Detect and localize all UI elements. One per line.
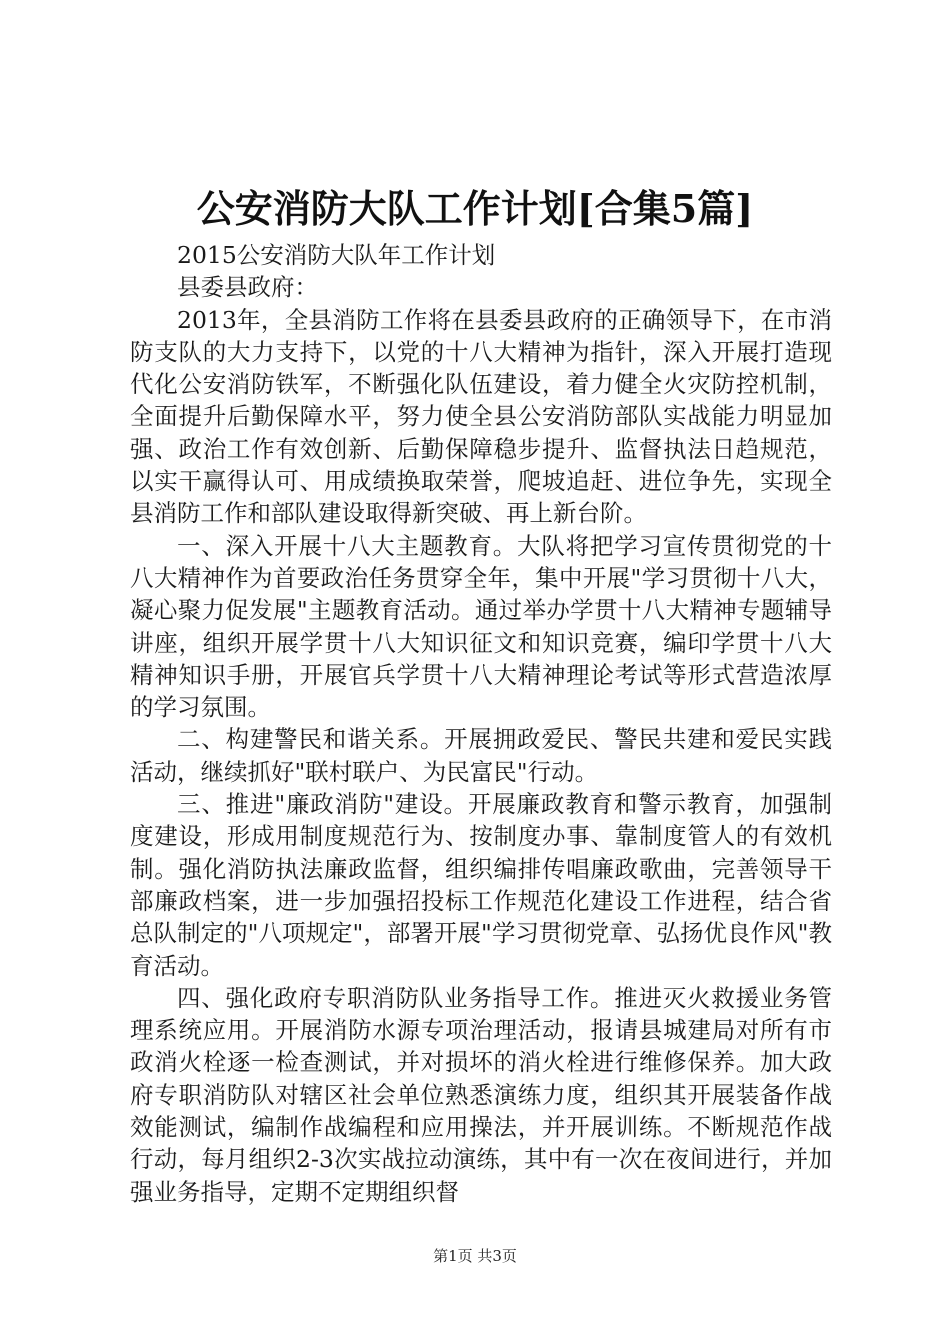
section-four-paragraph: 四、强化政府专职消防队业务指导工作。推进灭火救援业务管理系统应用。开展消防水源专项治理活动，报请县城建局对所有市政消火栓逐一检查测试，并对损坏的消火栓进行维修保养。加大政府专职消防队对辖区社会单位熟悉演练力度，组织其开展装备作战效能测试，编制作战编程和应用操法，并开展训练。不断规范作战行动，每月组织2-3次实战拉动演练，其中有一次在夜间进行，并加强业务指导，定期不定期组织督 [130, 983, 832, 1206]
section-two-paragraph: 二、构建警民和谐关系。开展拥政爱民、警民共建和爱民实践活动，继续抓好"联村联户、为民富民"行动。 [130, 725, 832, 786]
page-footer: 第1页 共3页 [433, 1247, 517, 1265]
subtitle-line: 2015公安消防大队年工作计划 [177, 241, 496, 269]
document-title: 公安消防大队工作计划[合集5篇] [196, 186, 754, 231]
salutation-line: 县委县政府： [177, 273, 318, 302]
document-body [130, 239, 832, 1208]
intro-paragraph: 2013年，全县消防工作将在县委县政府的正确领导下，在市消防支队的大力支持下，以党的十八大精神为指针，深入开展打造现代化公安消防铁军，不断强化队伍建设，着力健全火灾防控机制，全面提升后勤保障水平，努力使全县公安消防部队实战能力明显加强、政治工作有效创新、后勤保障稳步提升、监督执法日趋规范，以实干赢得认可、用成绩换取荣誉，爬坡追赶、进位争先，实现全县消防工作和部队建设取得新突破、再上新台阶。 [130, 305, 832, 528]
section-one-paragraph: 一、深入开展十八大主题教育。大队将把学习宣传贯彻党的十八大精神作为首要政治任务贯穿全年，集中开展"学习贯彻十八大，凝心聚力促发展"主题教育活动。通过举办学贯十八大精神专题辅导讲座，组织开展学贯十八大知识征文和知识竞赛，编印学贯十八大精神知识手册，开展官兵学贯十八大精神理论考试等形式营造浓厚的学习氛围。 [130, 531, 832, 722]
section-three-paragraph: 三、推进"廉政消防"建设。开展廉政教育和警示教育，加强制度建设，形成用制度规范行为、按制度办事、靠制度管人的有效机制。强化消防执法廉政监督，组织编排传唱廉政歌曲，完善领导干部廉政档案，进一步加强招投标工作规范化建设工作进程，结合省总队制定的"八项规定"，部署开展"学习贯彻党章、弘扬优良作风"教育活动。 [130, 790, 832, 980]
